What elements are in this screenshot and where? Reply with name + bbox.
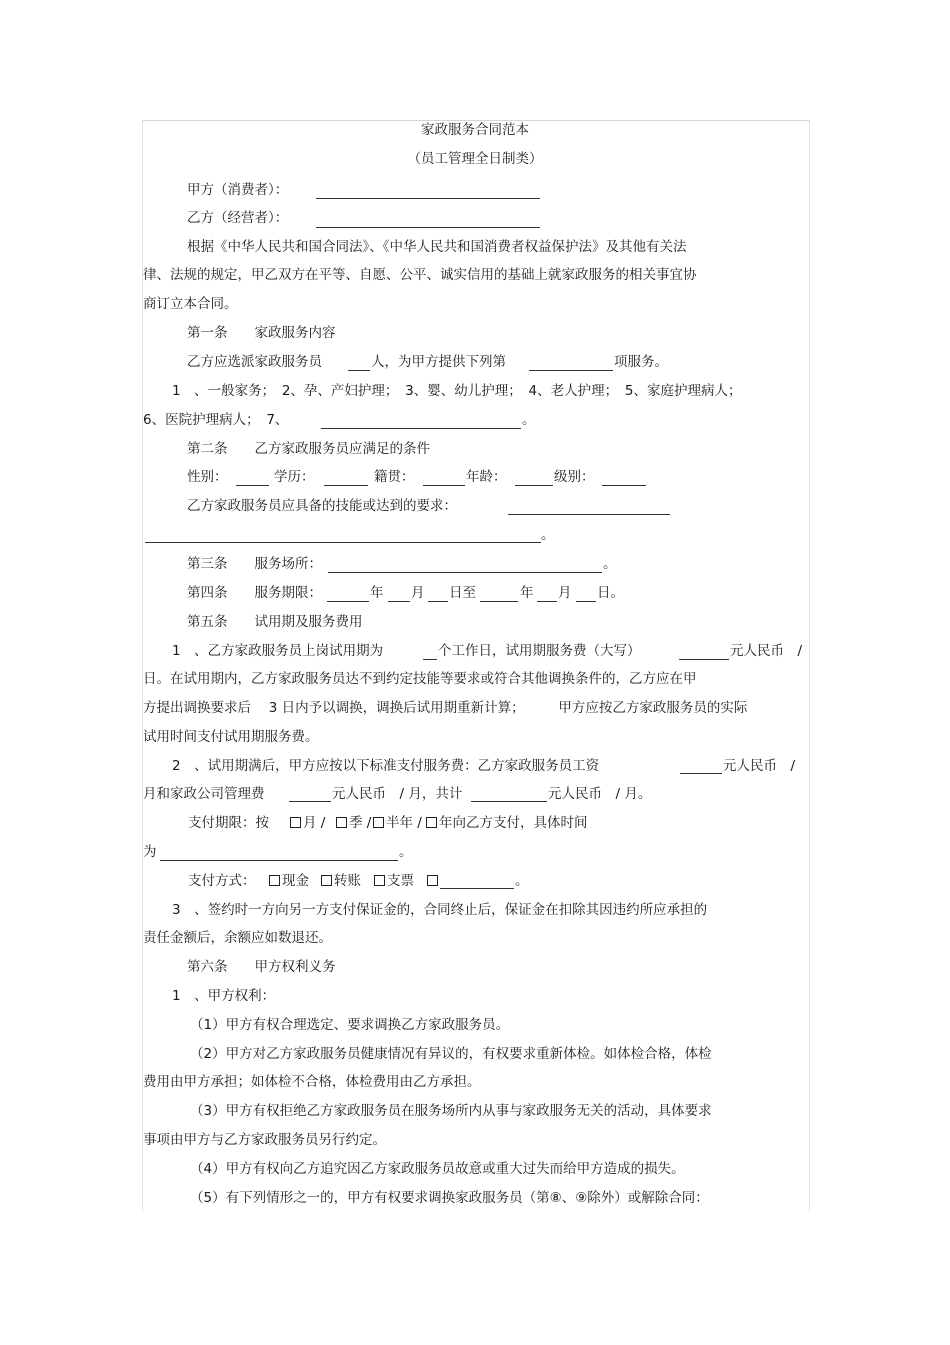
checkbox-icon [269, 875, 280, 886]
origin-label: 籍贯： [374, 469, 415, 485]
party-b-blank [316, 227, 540, 228]
skills-label: 乙方家政服务员应具备的技能或达到的要求： [187, 498, 457, 514]
preamble-line-2: 律、法规的规定，甲乙双方在平等、自愿、公平、诚实信用的基础上就家政服务的相关事宜协 [143, 267, 697, 283]
preamble-line-1: 根据《中华人民共和国合同法》、《中华人民共和国消费者权益保护法》及其他有关法 [187, 239, 687, 255]
service-list-end: 。 [522, 412, 536, 428]
skills-end: 。 [541, 527, 555, 543]
article-2-heading: 第二条 乙方家政服务员应满足的条件 [187, 441, 430, 457]
level-blank [602, 485, 646, 486]
art5-p2-line-2c: 元人民币 / 月。 [548, 786, 652, 802]
checkbox-icon [374, 875, 385, 886]
trial-days-blank [423, 659, 437, 660]
option-other[interactable] [427, 873, 440, 889]
start-month-label: 月 [411, 585, 425, 601]
art5-p2-b: 元人民币 / [723, 758, 796, 774]
service-list-line-2: 6、医院护理病人； 7、 [143, 412, 289, 428]
right-item-2a: （2）甲方对乙方家政服务员健康情况有异议的，有权要求重新体检。如体检合格，体检 [190, 1046, 712, 1062]
end-year-blank [480, 601, 518, 602]
option-year-label: 年向乙方支付，具体时间 [439, 815, 588, 831]
gender-label: 性别： [187, 469, 228, 485]
start-year-blank [327, 601, 369, 602]
art5-p1-a: 1 、乙方家政服务员上岗试用期为 [172, 643, 384, 659]
option-month[interactable] [290, 815, 325, 831]
option-cheque[interactable] [374, 873, 414, 889]
article-6-heading: 第六条 甲方权利义务 [187, 959, 336, 975]
checkbox-icon [427, 875, 438, 886]
option-cash-label: 现金 [282, 873, 309, 889]
education-blank [324, 485, 368, 486]
option-season[interactable] [336, 815, 371, 831]
option-cheque-label: 支票 [387, 873, 414, 889]
payment-method-end: 。 [515, 873, 529, 889]
art5-p2-line-2b: 元人民币 / 月，共计 [332, 786, 463, 802]
service-other-blank [321, 428, 521, 429]
end-month-blank [537, 601, 557, 602]
right-item-4: （4）甲方有权向乙方追究因乙方家政服务员故意或重大过失而给甲方造成的损失。 [190, 1161, 685, 1177]
option-month-label: 月 / [303, 815, 326, 831]
article-5-heading: 第五条 试用期及服务费用 [187, 614, 363, 630]
doc-subtitle: （员工管理全日制类） [407, 151, 543, 167]
checkbox-icon [373, 817, 384, 828]
payment-method-label: 支付方式： [188, 873, 256, 889]
party-a-blank [316, 198, 540, 199]
right-item-2b: 费用由甲方承担；如体检不合格，体检费用由乙方承担。 [143, 1074, 481, 1090]
age-label: 年龄： [466, 469, 507, 485]
art1-p1-c: 项服务。 [614, 354, 668, 370]
skills-blank-2 [145, 542, 541, 543]
total-fee-blank [471, 801, 547, 802]
staff-count-blank [348, 370, 370, 371]
start-year-label: 年 [370, 585, 384, 601]
art5-p1-line-2: 日。在试用期内，乙方家政服务员达不到约定技能等要求或符合其他调换条件的，乙方应在甲 [143, 671, 697, 687]
service-item-blank [529, 370, 613, 371]
art5-p1-line-3: 方提出调换要求后 3 日内予以调换，调换后试用期重新计算； 甲方应按乙方家政服务员的实际 [143, 700, 748, 716]
option-year[interactable] [426, 815, 588, 831]
start-day-blank [428, 601, 448, 602]
end-day-label: 日。 [597, 585, 624, 601]
management-fee-blank [289, 801, 331, 802]
day-to-label: 日至 [449, 585, 476, 601]
right-item-1: （1）甲方有权合理选定、要求调换乙方家政服务员。 [190, 1017, 510, 1033]
level-label: 级别： [554, 469, 595, 485]
art5-p2-a: 2 、试用期满后，甲方应按以下标准支付服务费：乙方家政服务员工资 [172, 758, 600, 774]
checkbox-icon [426, 817, 437, 828]
payment-time-blank [160, 860, 398, 861]
party-a-rights-heading: 1 、甲方权利： [172, 988, 276, 1004]
end-month-label: 月 [558, 585, 572, 601]
art5-p3-b: 责任金额后，余额应如数退还。 [143, 930, 332, 946]
option-half-year[interactable] [373, 815, 422, 831]
article-4-heading: 第四条 服务期限： [187, 585, 322, 601]
trial-fee-blank [679, 659, 729, 660]
art5-p2-line-2a: 月和家政公司管理费 [143, 786, 265, 802]
art5-p1-c: 元人民币 / [730, 643, 803, 659]
payment-other-blank [440, 888, 514, 889]
service-list-line-1: 1 、一般家务； 2、孕、产妇护理； 3、婴、幼儿护理； 4、老人护理； 5、家庭护理病人； [172, 383, 742, 399]
art3-end: 。 [603, 556, 617, 572]
start-month-blank [388, 601, 410, 602]
right-item-3a: （3）甲方有权拒绝乙方家政服务员在服务场所内从事与家政服务无关的活动，具体要求 [190, 1103, 712, 1119]
art5-p3-a: 3 、签约时一方向另一方支付保证金的，合同终止后，保证金在扣除其因违约所应承担的 [172, 902, 708, 918]
preamble-line-3: 商订立本合同。 [143, 296, 238, 312]
article-3-heading: 第三条 服务场所： [187, 556, 322, 572]
party-a-label: 甲方（消费者）： [187, 182, 289, 198]
art5-p1-line-4: 试用时间支付试用期服务费。 [143, 729, 319, 745]
payment-term-label: 支付期限：按 [188, 815, 269, 831]
wage-blank [680, 773, 722, 774]
option-transfer-label: 转账 [334, 873, 361, 889]
payment-time-end: 。 [399, 844, 413, 860]
party-b-label: 乙方（经营者）： [187, 210, 289, 226]
end-year-label: 年 [520, 585, 534, 601]
option-season-label: 季 / [349, 815, 372, 831]
end-day-blank [576, 601, 596, 602]
payment-time-label: 为 [143, 844, 157, 860]
checkbox-icon [290, 817, 301, 828]
art1-p1-a: 乙方应选派家政服务员 [187, 354, 322, 370]
option-transfer[interactable] [321, 873, 361, 889]
education-label: 学历： [274, 469, 315, 485]
option-cash[interactable] [269, 873, 309, 889]
right-item-3b: 事项由甲方与乙方家政服务员另行约定。 [143, 1132, 386, 1148]
doc-title: 家政服务合同范本 [421, 122, 529, 138]
age-blank [515, 485, 553, 486]
service-place-blank [328, 572, 602, 573]
option-half-year-label: 半年 / [386, 815, 422, 831]
origin-blank [423, 485, 465, 486]
checkbox-icon [336, 817, 347, 828]
right-item-5: （5）有下列情形之一的，甲方有权要求调换家政服务员（第⑧、⑨除外）或解除合同： [190, 1190, 709, 1206]
gender-blank [236, 485, 269, 486]
checkbox-icon [321, 875, 332, 886]
skills-blank-1 [508, 514, 670, 515]
article-1-heading: 第一条 家政服务内容 [187, 325, 336, 341]
art5-p1-b: 个工作日，试用期服务费（大写） [438, 643, 641, 659]
art1-p1-b: 人，为甲方提供下列第 [371, 354, 506, 370]
